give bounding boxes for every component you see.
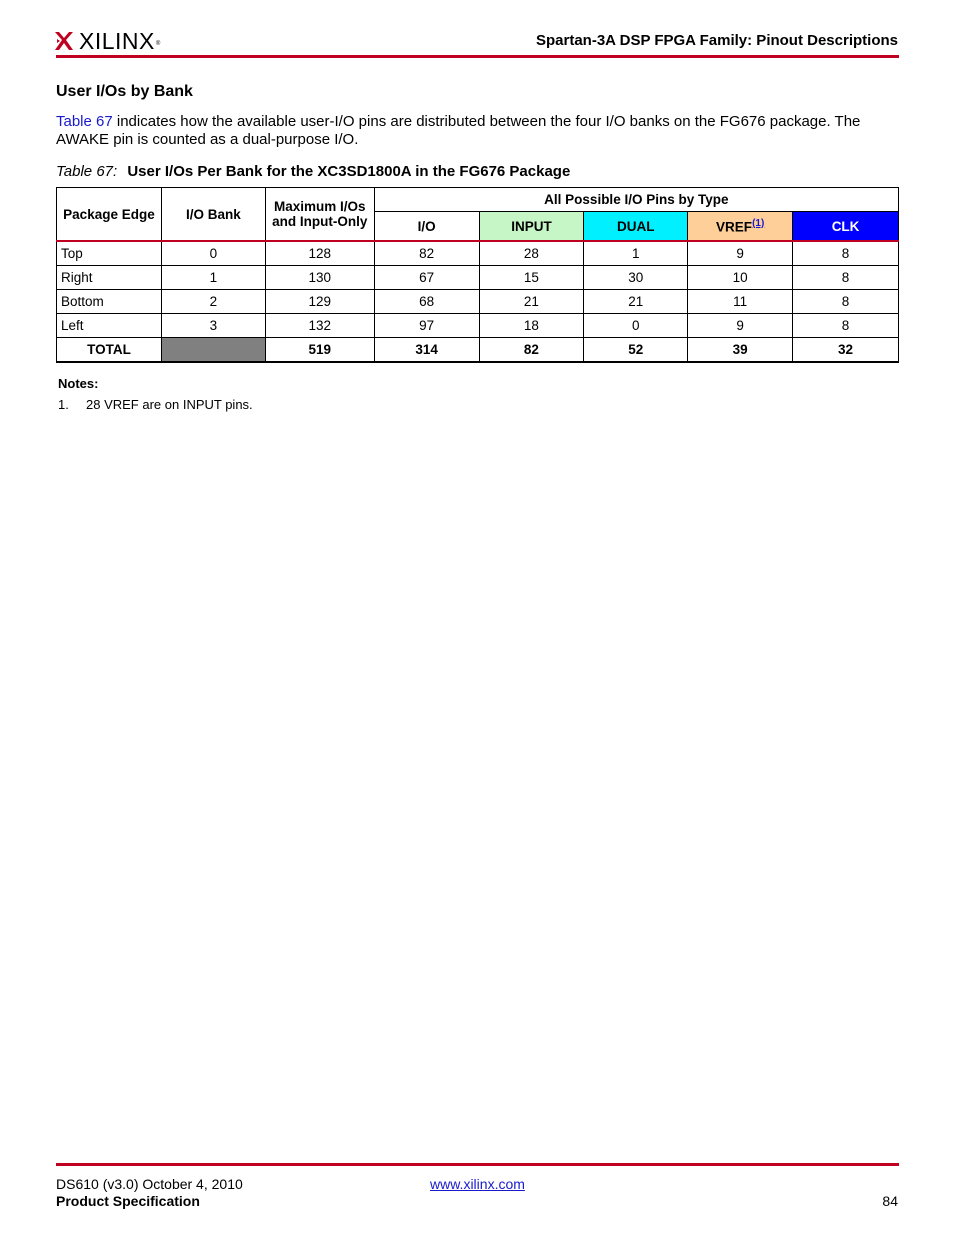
cell-bank: 1 xyxy=(161,266,265,290)
logo-text: XILINX® xyxy=(79,28,161,54)
user-io-table xyxy=(56,187,899,363)
cell-vref: 9 xyxy=(688,241,793,266)
header-dual: DUAL xyxy=(584,212,688,242)
cell-bank: 2 xyxy=(161,290,265,314)
cell-bank: 0 xyxy=(161,241,265,266)
footer-website-link[interactable]: www.xilinx.com xyxy=(430,1176,525,1192)
header-max-ios: Maximum I/Os and Input-Only xyxy=(265,188,374,242)
cell-clk: 8 xyxy=(793,266,899,290)
cell-clk: 8 xyxy=(793,241,899,266)
header-io-bank: I/O Bank xyxy=(161,188,265,242)
cell-dual: 30 xyxy=(584,266,688,290)
header-title: Spartan-3A DSP FPGA Family: Pinout Descriptions xyxy=(535,32,898,49)
xilinx-logo xyxy=(55,28,161,54)
total-label: TOTAL xyxy=(57,338,162,363)
total-dual: 52 xyxy=(584,338,688,363)
cell-io: 68 xyxy=(374,290,479,314)
header-io: I/O xyxy=(374,212,479,242)
cell-io: 67 xyxy=(374,266,479,290)
total-max: 519 xyxy=(265,338,374,363)
footer-doc-info xyxy=(56,1176,243,1210)
total-io: 314 xyxy=(374,338,479,363)
cell-max: 128 xyxy=(265,241,374,266)
cell-max: 129 xyxy=(265,290,374,314)
table-row xyxy=(57,314,899,338)
section-title: User I/Os by Bank xyxy=(56,83,193,100)
header-package-edge: Package Edge xyxy=(57,188,162,242)
cell-max: 132 xyxy=(265,314,374,338)
cell-clk: 8 xyxy=(793,290,899,314)
cell-input: 28 xyxy=(479,241,584,266)
cell-dual: 1 xyxy=(584,241,688,266)
page-number: 84 xyxy=(882,1193,898,1209)
caption-label: Table 67: xyxy=(56,163,118,180)
cell-bank: 3 xyxy=(161,314,265,338)
header-input: INPUT xyxy=(479,212,584,242)
header-clk: CLK xyxy=(793,212,899,242)
total-vref: 39 xyxy=(688,338,793,363)
cell-input: 21 xyxy=(479,290,584,314)
cell-dual: 21 xyxy=(584,290,688,314)
cell-input: 15 xyxy=(479,266,584,290)
cell-input: 18 xyxy=(479,314,584,338)
table-67-link[interactable]: Table 67 xyxy=(56,113,113,130)
total-bank-blank xyxy=(161,338,265,363)
cell-edge: Right xyxy=(57,266,162,290)
cell-vref: 11 xyxy=(688,290,793,314)
notes-title: Notes: xyxy=(58,376,99,391)
footer-spec: Product Specification xyxy=(56,1193,200,1209)
table-row xyxy=(57,290,899,314)
caption-title: User I/Os Per Bank for the XC3SD1800A in the FG676 Package xyxy=(127,163,571,180)
cell-io: 82 xyxy=(374,241,479,266)
cell-edge: Bottom xyxy=(57,290,162,314)
footer-rule xyxy=(56,1163,899,1166)
cell-edge: Left xyxy=(57,314,162,338)
table-caption xyxy=(56,163,570,180)
header-rule xyxy=(56,55,899,58)
total-input: 82 xyxy=(479,338,584,363)
intro-paragraph: Table 67 indicates how the available user-I/O pins are distributed between the four I/O banks on the FG676 package. The AWAKE pin is counted as a dual-purpose I/O. xyxy=(56,113,861,148)
xilinx-logo-icon xyxy=(55,32,73,50)
cell-max: 130 xyxy=(265,266,374,290)
cell-vref: 10 xyxy=(688,266,793,290)
total-clk: 32 xyxy=(793,338,899,363)
cell-dual: 0 xyxy=(584,314,688,338)
cell-clk: 8 xyxy=(793,314,899,338)
table-row xyxy=(57,266,899,290)
table-row xyxy=(57,241,899,266)
cell-edge: Top xyxy=(57,241,162,266)
note-item: 1. 28 VREF are on INPUT pins. xyxy=(58,397,253,412)
header-all-pins: All Possible I/O Pins by Type xyxy=(374,188,898,212)
cell-io: 97 xyxy=(374,314,479,338)
cell-vref: 9 xyxy=(688,314,793,338)
header-vref: VREF$^{(1)}$ xyxy=(688,212,793,242)
vref-note-link[interactable]: (1) xyxy=(752,217,765,229)
total-row xyxy=(57,338,899,363)
footer-doc-id: DS610 (v3.0) October 4, 2010 xyxy=(56,1176,243,1192)
